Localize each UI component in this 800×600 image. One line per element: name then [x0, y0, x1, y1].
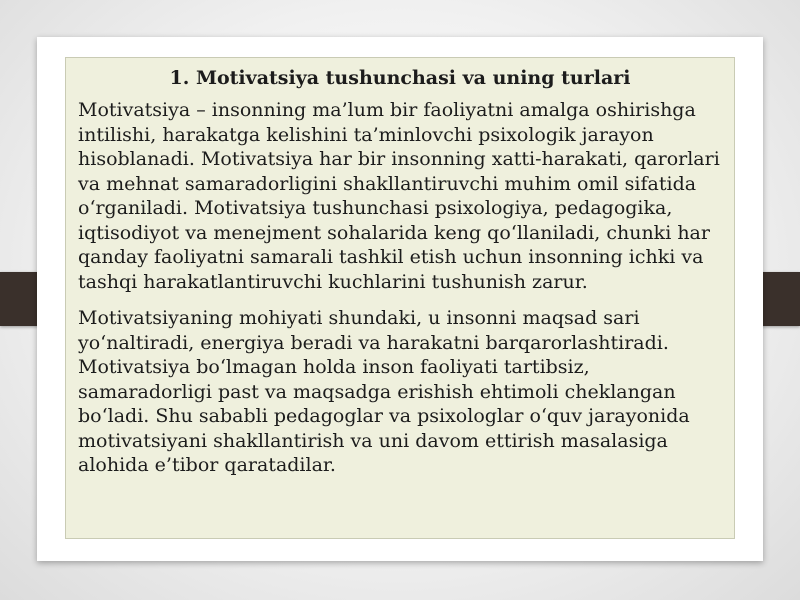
content-panel	[65, 57, 735, 539]
paragraph-1: Motivatsiya – insonning ma’lum bir faoliyatni amalga oshirishga intilishi, harakatga kelishini ta’minlovchi psixologik jarayon hisoblanadi. Motivatsiya har bir insonning xatti-harakati, qarorlari va mehnat samaradorligini shakllantiruvchi muhim omil sifatida o‘rganiladi. Motivatsiya tushunchasi psixologiya, pedagogika, iqtisodiyot va menejment sohalarida keng qo‘llaniladi, chunki har qanday faoliyatni samarali tashkil etish uchun insonning ichki va tashqi harakatlantiruvchi kuchlarini tushunish zarur.	[78, 99, 720, 293]
slide-title: 1. Motivatsiya tushunchasi va uning turlari	[169, 67, 631, 89]
paragraph-2: Motivatsiyaning mohiyati shundaki, u insonni maqsad sari yo‘naltiradi, energiya beradi va harakatni barqarorlashtiradi. Motivatsiya bo‘lmagan holda inson faoliyati tartibsiz, samaradorligi past va maqsadga erishish ehtimoli cheklangan bo‘ladi. Shu sababli pedagoglar va psixologlar o‘quv jarayonida motivatsiyani shakllantirish va uni davom ettirish masalasiga alohida e’tibor qaratadilar.	[78, 307, 690, 476]
slide-frame	[37, 37, 763, 561]
